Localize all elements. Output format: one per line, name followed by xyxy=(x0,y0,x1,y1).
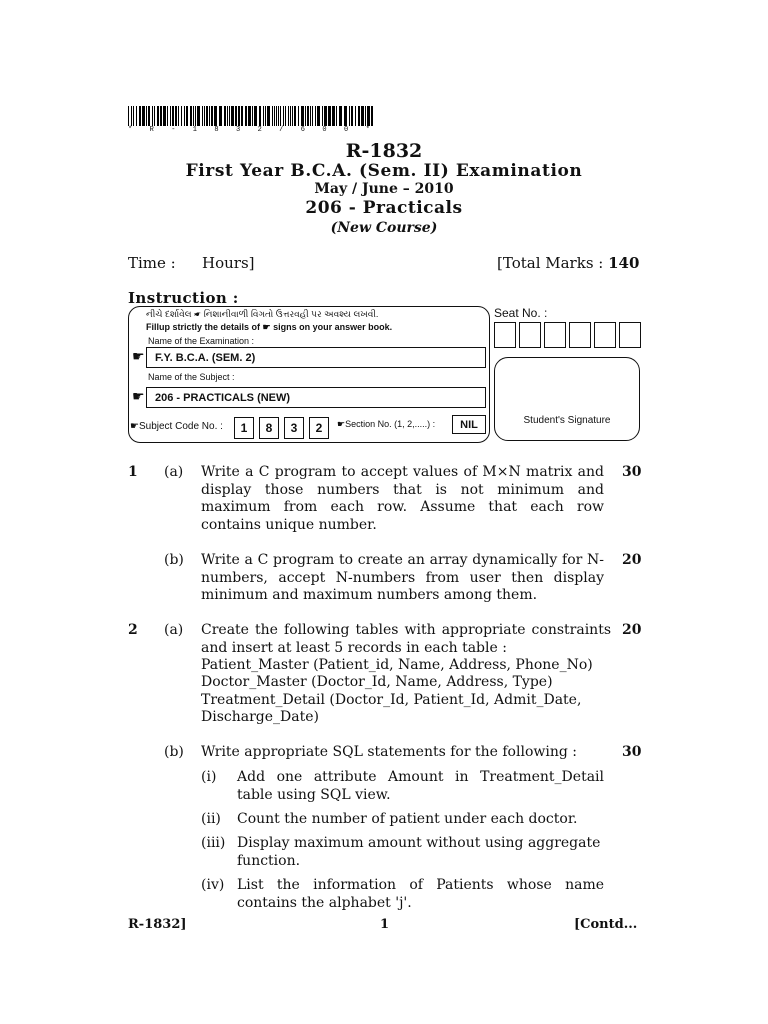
subject-code-digit: 1 xyxy=(234,417,254,439)
exam-name-field: F.Y. B.C.A. (SEM. 2) xyxy=(146,347,486,368)
signature-box xyxy=(494,357,640,441)
barcode-bar xyxy=(285,106,286,126)
seat-no-box xyxy=(519,322,541,348)
sub-question-text: Count the number of patient under each doctor. xyxy=(237,811,578,827)
seat-no-box xyxy=(544,322,566,348)
barcode-bar xyxy=(254,106,257,126)
barcode-bar xyxy=(332,106,335,126)
question-marks: 20 xyxy=(622,552,642,568)
pointer-icon: ☛ xyxy=(132,348,145,364)
barcode-bar xyxy=(133,106,134,126)
barcode-bar xyxy=(351,106,353,126)
subject-name-label: Name of the Subject : xyxy=(148,372,235,382)
barcode-bar xyxy=(317,106,320,126)
barcode-bar xyxy=(355,106,356,126)
barcode-text: * R - 1 8 3 2 / 6 0 0 * xyxy=(128,126,377,134)
barcode xyxy=(128,106,373,126)
barcode-bar xyxy=(170,106,171,126)
question-part: (b) xyxy=(164,744,184,760)
barcode-bar xyxy=(305,106,306,126)
barcode-bar xyxy=(283,106,284,126)
seat-no-box xyxy=(494,322,516,348)
question-marks: 30 xyxy=(622,744,642,760)
barcode-bar xyxy=(294,106,296,126)
barcode-bar xyxy=(227,106,228,126)
section-label xyxy=(337,419,435,430)
barcode-bar xyxy=(139,106,141,126)
barcode-bar xyxy=(324,106,327,126)
barcode-bar xyxy=(276,106,277,126)
table-definition: Treatment_Detail (Doctor_Id, Patient_Id, Admit_Date, xyxy=(201,692,582,708)
barcode-bar xyxy=(278,106,279,126)
barcode-bar xyxy=(178,106,179,126)
footer-paper-code: R-1832] xyxy=(128,917,187,932)
pointer-icon: ☛ xyxy=(132,388,145,404)
barcode-bar xyxy=(190,106,192,126)
signature-label: Student's Signature xyxy=(523,415,611,426)
question-part: (a) xyxy=(164,622,184,638)
seat-no-box xyxy=(619,322,641,348)
barcode-bar xyxy=(263,106,264,126)
barcode-bar xyxy=(272,106,273,126)
barcode-bar xyxy=(241,106,243,126)
barcode-bar xyxy=(186,106,188,126)
barcode-bar xyxy=(298,106,299,126)
barcode-bar xyxy=(315,106,316,126)
barcode-bar xyxy=(157,106,159,126)
question-marks: 20 xyxy=(622,622,642,638)
barcode-bar xyxy=(193,106,194,126)
sub-question-text: Display maximum amount without using aggregate function. xyxy=(237,835,601,869)
subject-code-label xyxy=(130,421,223,432)
sub-question-text: List the information of Patients whose name contains the alphabet 'j'. xyxy=(237,877,604,911)
barcode-bar xyxy=(184,106,185,126)
barcode-bar xyxy=(204,106,205,126)
barcode-bar xyxy=(146,106,147,126)
continued-label: [Contd... xyxy=(574,917,638,932)
sub-question-number: (iv) xyxy=(201,877,225,893)
section-label-text: Section No. (1, 2,.....) : xyxy=(345,419,436,429)
barcode-bar xyxy=(163,106,166,126)
barcode-bar xyxy=(202,106,203,126)
subject-code-digit: 2 xyxy=(309,417,329,439)
barcode-bar xyxy=(219,106,222,126)
barcode-bar xyxy=(206,106,208,126)
barcode-bar xyxy=(358,106,360,126)
barcode-bar xyxy=(288,106,289,126)
sub-question-number: (i) xyxy=(201,769,217,785)
barcode-bar xyxy=(142,106,145,126)
page-number: 1 xyxy=(380,917,390,932)
barcode-bar xyxy=(229,106,230,126)
barcode-bar xyxy=(235,106,237,126)
barcode-bar xyxy=(252,106,253,126)
subject-code-label-text: Subject Code No. : xyxy=(138,421,223,432)
table-definition: Patient_Master (Patient_id, Name, Address, Phone_No) xyxy=(201,657,593,673)
exam-title: First Year B.C.A. (Sem. II) Examination xyxy=(185,161,583,181)
pointer-icon: ☛ xyxy=(130,421,139,432)
time-label: Time : xyxy=(128,254,176,272)
table-definition: Doctor_Master (Doctor_Id, Name, Address, Type) xyxy=(201,674,553,690)
barcode-bar xyxy=(231,106,234,126)
exam-name-label: Name of the Examination : xyxy=(148,336,255,346)
time-value: Hours] xyxy=(202,254,255,272)
barcode-bar xyxy=(367,106,370,126)
barcode-bar xyxy=(181,106,182,126)
question-part: (b) xyxy=(164,552,184,568)
question-marks: 30 xyxy=(622,464,642,480)
barcode-bar xyxy=(224,106,226,126)
barcode-bar xyxy=(238,106,240,126)
barcode-bar xyxy=(344,106,347,126)
barcode-bar xyxy=(365,106,366,126)
sub-question-text: Add one attribute Amount in Treatment_Detail table using SQL view. xyxy=(237,769,604,803)
barcode-bar xyxy=(328,106,331,126)
barcode-bar xyxy=(136,106,137,126)
barcode-bar xyxy=(214,106,217,126)
barcode-bar xyxy=(259,106,261,126)
barcode-bar xyxy=(211,106,213,126)
barcode-bar xyxy=(245,106,247,126)
barcode-bar xyxy=(197,106,200,126)
question-text: Write a C program to create an array dynamically for N-numbers, accept N-numbers from user then display minimum and maximum numbers among them. xyxy=(201,552,604,603)
sub-question-number: (iii) xyxy=(201,835,226,851)
barcode-bar xyxy=(310,106,311,126)
barcode-bar xyxy=(195,106,196,126)
barcode-bar xyxy=(128,106,129,126)
barcode-bar xyxy=(312,106,313,126)
barcode-bar xyxy=(148,106,150,126)
barcode-bar xyxy=(265,106,266,126)
barcode-bar xyxy=(172,106,174,126)
barcode-bar xyxy=(152,106,153,126)
barcode-bar xyxy=(361,106,364,126)
question-number: 1 xyxy=(128,464,138,480)
exam-session: May / June – 2010 xyxy=(314,181,454,197)
table-definition: Discharge_Date) xyxy=(201,709,319,725)
question-text: Write a C program to accept values of M×N matrix and display those numbers that is not minimum and maximum from each row. Assume that each row contains unique number. xyxy=(201,464,604,533)
barcode-bar xyxy=(248,106,251,126)
total-marks-label: [Total Marks : xyxy=(497,254,604,272)
question-part: (a) xyxy=(164,464,184,480)
pointer-icon: ☛ xyxy=(337,419,346,429)
section-value: NIL xyxy=(452,415,486,434)
barcode-bar xyxy=(154,106,155,126)
course-label: (New Course) xyxy=(330,220,438,236)
barcode-bar xyxy=(322,106,323,126)
barcode-bar xyxy=(371,106,373,126)
barcode-bar xyxy=(349,106,350,126)
subject-title: 206 - Practicals xyxy=(305,198,463,218)
barcode-bar xyxy=(131,106,132,126)
seat-no-box xyxy=(569,322,591,348)
seat-no-box xyxy=(594,322,616,348)
barcode-bar xyxy=(336,106,337,126)
barcode-bar xyxy=(267,106,270,126)
seat-no-label: Seat No. : xyxy=(494,306,548,320)
barcode-bar xyxy=(301,106,304,126)
subject-name-field: 206 - PRACTICALS (NEW) xyxy=(146,387,486,408)
barcode-bar xyxy=(292,106,293,126)
instruction-gujarati: નીચે દર્શાવેલ ☛ નિશાનીવાળી વિગતો ઉત્તરવહી પર અવશ્ય લખવી. xyxy=(146,309,379,319)
paper-code: R-1832 xyxy=(345,140,423,162)
question-text: Create the following tables with appropriate constraints and insert at least 5 records in each table : xyxy=(201,622,611,656)
barcode-bar xyxy=(307,106,309,126)
question-text: Write appropriate SQL statements for the following : xyxy=(201,744,577,760)
total-marks-value: 140 xyxy=(608,254,640,272)
barcode-bar xyxy=(339,106,342,126)
barcode-bar xyxy=(280,106,281,126)
barcode-bar xyxy=(160,106,162,126)
question-number: 2 xyxy=(128,622,138,638)
barcode-bar xyxy=(274,106,275,126)
barcode-bar xyxy=(290,106,291,126)
barcode-bar xyxy=(175,106,177,126)
sub-question-number: (ii) xyxy=(201,811,221,827)
subject-code-digit: 3 xyxy=(284,417,304,439)
instruction-english: Fillup strictly the details of ☛ signs on your answer book. xyxy=(146,322,393,332)
barcode-bar xyxy=(209,106,210,126)
barcode-bar xyxy=(167,106,168,126)
subject-code-digit: 8 xyxy=(259,417,279,439)
instruction-heading: Instruction : xyxy=(128,289,239,307)
total-marks xyxy=(497,254,639,272)
